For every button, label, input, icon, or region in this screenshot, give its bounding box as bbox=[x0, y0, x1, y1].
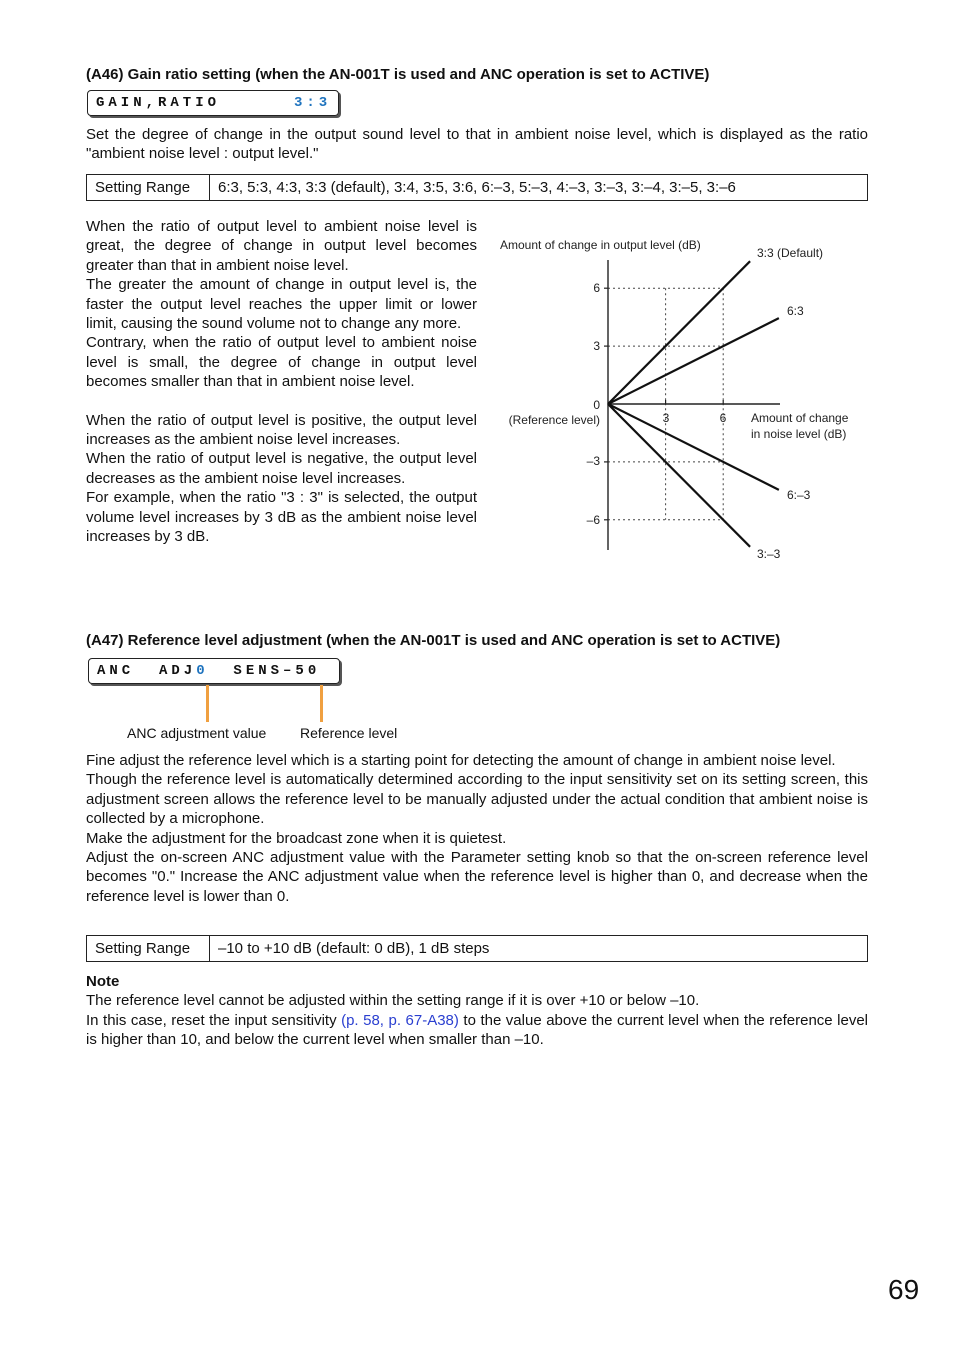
x-axis-label-line2: in noise level (dB) bbox=[751, 427, 847, 441]
lcd-value: 3:3 bbox=[294, 95, 332, 111]
anc-adj-display bbox=[88, 658, 340, 684]
a46-paragraph: For example, when the ratio "3 : 3" is selected, the output volume level increases by 3 dB as the ambient noise level increases by 3 dB. bbox=[86, 489, 477, 546]
setting-range-label: Setting Range bbox=[87, 175, 210, 201]
y-tick-label: –6 bbox=[586, 513, 600, 527]
note-text: to the value above the current level when the reference level is higher than 10, and below the current level when smaller than –10. bbox=[86, 1011, 869, 1049]
callout-anc-adjustment-value: ANC adjustment value bbox=[127, 725, 267, 741]
y-tick-label: 3 bbox=[593, 339, 600, 353]
lcd-anc-adj-label: ANC ADJ bbox=[97, 663, 197, 679]
a46-paragraph: The greater the amount of change in output level is, the faster the output level reaches the upper limit or lower limit, causing the sound volume not to change any more. bbox=[86, 276, 477, 333]
callout-line-ref bbox=[320, 685, 323, 722]
series-label-6-3: 6:3 bbox=[787, 304, 804, 318]
y-tick-label: 6 bbox=[593, 281, 600, 295]
x-tick-label: 3 bbox=[662, 411, 670, 425]
a47-paragraph: Fine adjust the reference level which is a starting point for detecting the amount of change in ambient noise level. bbox=[86, 752, 836, 769]
reference-level-label: (Reference level) bbox=[508, 413, 600, 427]
gain-ratio-chart bbox=[0, 0, 954, 620]
a47-explanation bbox=[86, 751, 868, 906]
setting-range-value: –10 to +10 dB (default: 0 dB), 1 dB steps bbox=[210, 936, 868, 962]
note-text: In this case, reset the input sensitivity bbox=[86, 1011, 342, 1029]
series-label-6-minus3: 6:–3 bbox=[787, 488, 811, 502]
setting-range-label: Setting Range bbox=[87, 936, 210, 962]
callout-reference-level: Reference level bbox=[300, 725, 398, 741]
setting-range-value: 6:3, 5:3, 4:3, 3:3 (default), 3:4, 3:5, 3:6, 6:–3, 5:–3, 4:–3, 3:–3, 3:–4, 3:–5, 3:–6 bbox=[210, 175, 868, 201]
lcd-sens-value: SENS–50 bbox=[208, 663, 321, 679]
a47-heading: (A47) Reference level adjustment (when the AN-001T is used and ANC operation is set to ACTIVE) bbox=[86, 632, 781, 649]
origin-label: 0 bbox=[593, 398, 600, 412]
series-line-1 bbox=[608, 318, 779, 404]
a46-paragraph: When the ratio of output level is positive, the output level increases as the ambient noise level increases. bbox=[86, 411, 477, 449]
a46-heading: (A46) Gain ratio setting (when the AN-001T is used and ANC operation is set to ACTIVE) bbox=[86, 66, 710, 83]
a46-paragraph: Contrary, when the ratio of output level to ambient noise level is small, the degree of change in output level becomes smaller than that in ambient noise level. bbox=[86, 334, 477, 391]
y-tick-label: –3 bbox=[586, 454, 600, 468]
series-label-3-3: 3:3 (Default) bbox=[757, 246, 824, 260]
a46-paragraph: When the ratio of output level is negative, the output level decreases as the ambient noise level increases. bbox=[86, 450, 477, 487]
y-axis-label: Amount of change in output level (dB) bbox=[500, 238, 701, 252]
a47-paragraph: Make the adjustment for the broadcast zone when it is quietest. bbox=[86, 829, 507, 847]
series-label-3-minus3: 3:–3 bbox=[757, 547, 781, 561]
series-line-0 bbox=[608, 261, 750, 404]
lcd-anc-adj-value: 0 bbox=[196, 663, 209, 679]
x-tick-label: 6 bbox=[719, 411, 727, 425]
note-block bbox=[86, 972, 868, 1050]
note-title: Note bbox=[86, 973, 120, 990]
x-axis-label-line1: Amount of change bbox=[751, 411, 849, 425]
a46-paragraph: When the ratio of output level to ambient noise level is great, the degree of change in output level becomes greater than that in ambient noise level. bbox=[86, 218, 477, 274]
page-reference-link[interactable]: (p. 58, p. 67-A38) bbox=[341, 1011, 459, 1029]
note-line bbox=[86, 1011, 868, 1050]
note-line: The reference level cannot be adjusted within the setting range if it is over +10 or below –10. bbox=[86, 992, 700, 1010]
a47-paragraph: Adjust the on-screen ANC adjustment value with the Parameter setting knob so that the on-screen reference level becomes "0." Increase the ANC adjustment value when the reference level is higher than 0, and decrease when the reference level is lower than 0. bbox=[86, 849, 868, 905]
lcd-label: GAIN,RATIO bbox=[96, 95, 221, 111]
series-line-3 bbox=[608, 404, 750, 547]
a47-setting-range-table bbox=[86, 935, 868, 962]
callout-line-adj bbox=[206, 685, 209, 722]
a46-description: Set the degree of change in the output sound level to that in ambient noise level, which is displayed as the ratio "ambient noise level : output level." bbox=[86, 126, 868, 163]
page-number: 69 bbox=[888, 1274, 920, 1305]
a47-paragraph: Though the reference level is automatically determined according to the input sensitivity set on its setting screen, this adjustment screen allows the reference level to be manually adjusted under the actual condition that ambient noise is collected by a microphone. bbox=[86, 771, 868, 828]
